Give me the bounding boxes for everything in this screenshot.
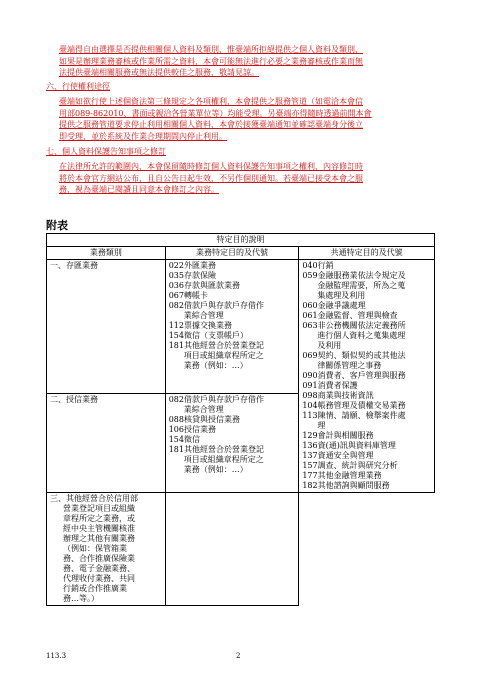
section-6-paragraph [59, 96, 429, 142]
section-7-line: 務，視為臺端已閱讀且同意本會修訂之內容。 [59, 185, 219, 195]
common-purpose-cell [299, 493, 435, 606]
purpose-item: 069契約、類似契約或其他法 [302, 351, 406, 360]
category-line: 三、其他經營合於信用部 [50, 494, 138, 503]
purpose-item: 104帳務管理及債權交易業務 [302, 401, 406, 410]
purpose-item: 067轉帳卡 [168, 291, 208, 300]
purpose-item: 理 [317, 421, 326, 430]
purpose-item: 集處理及利用 [317, 291, 366, 300]
category-line: 一、存匯業務 [50, 261, 98, 270]
purpose-item: 059金融服務業依法令規定及 [302, 271, 406, 280]
purpose-item: 業綜合管理 [183, 311, 224, 320]
purpose-item: 088核貸與授信業務 [168, 415, 240, 425]
purpose-item: 112票據交換業務 [168, 321, 232, 330]
intro-paragraph [59, 44, 429, 79]
specific-purpose-cell [165, 394, 299, 493]
category-cell [47, 260, 166, 394]
header-common-purpose: 共通特定目的及代號 [299, 247, 435, 260]
specific-purpose-cell [165, 260, 299, 394]
purpose-item: 181其他經營合於營業登記 [168, 341, 264, 350]
purpose-item: 金融監理需要，所為之蒐 [317, 281, 406, 290]
specific-purpose-cell [165, 493, 299, 606]
section-7-paragraph [59, 161, 429, 196]
category-line: 經中央主管機關核准 [63, 524, 135, 533]
section-6-heading: 六、行使權利途徑 [46, 82, 110, 91]
purpose-item: 113陳情、請願、檢舉案件處 [302, 411, 406, 420]
purpose-item: 106授信業務 [168, 425, 216, 435]
intro-line: 如果是辦理業務審核或作業所需之資料，本會可能無法進行必要之業務審核或作業而無 [59, 56, 363, 66]
purpose-table [46, 233, 435, 606]
intro-line: 臺端得自由選擇是否提供相關個人資料及類別，惟臺端所拒絕提供之個人資料及類別， [59, 45, 363, 54]
category-cell [47, 394, 166, 493]
section-7-line: 在法律所允許的範圍內，本會保留隨時修訂個人資料保護告知事項之權利，內容修訂時 [59, 162, 363, 171]
purpose-item: 063非公務機關依法定義務所 [302, 321, 406, 330]
purpose-item: 040行銷 [302, 261, 334, 270]
footer-page-number: 2 [236, 652, 241, 660]
table-row [47, 260, 435, 394]
category-line: 章程所定之業務，或 [63, 514, 135, 523]
purpose-item: 業綜合管理 [183, 405, 224, 415]
section-7-line: 將於本會官方網站公布，且自公告日起生效，不另作個別通知。若臺端已接受本會之服 [59, 173, 363, 183]
purpose-item: 業務（例如：…） [183, 465, 248, 475]
footer-version: 113.3 [46, 652, 67, 660]
purpose-item: 082借款戶與存款戶存借作 [168, 301, 264, 310]
purpose-item: 036存款與匯款業務 [168, 281, 240, 290]
purpose-item: 035存款保險 [168, 271, 216, 280]
category-line: 辦理之其他有關業務 [63, 534, 135, 543]
purpose-item: 及利用 [317, 341, 342, 350]
section-6-line: 即受理，並於系統及作業合理期間內停止利用。 [59, 131, 227, 141]
table-title-row [47, 234, 435, 247]
purpose-item: 進行個人資料之蒐集處理 [317, 331, 406, 340]
purpose-item: 129會計與相關服務 [302, 431, 374, 440]
category-line: （例如：保管箱業 [63, 544, 127, 553]
purpose-item: 157調查、統計與研究分析 [302, 461, 398, 470]
header-category: 業務類別 [47, 247, 166, 260]
purpose-item: 182其他諮詢與顧問服務 [302, 481, 390, 490]
section-6-line: 用部089-862010、書面或親洽各營業單位等）均能受理。另臺端亦得隨時透過前開本會 [59, 108, 372, 118]
purpose-item: 136資(通)訊與資料庫管理 [302, 441, 396, 450]
header-specific-purpose: 業務特定目的及代號 [165, 247, 299, 260]
intro-line: 法提供臺端相關服務或無法提供較佳之服務，敬請見諒。 [59, 68, 259, 78]
purpose-item: 090消費者、客戶管理與服務 [302, 371, 406, 380]
purpose-item: 177其他金融管理業務 [302, 471, 382, 480]
purpose-item: 業務（例如：…） [183, 361, 248, 370]
purpose-item: 律關係管理之事務 [317, 361, 382, 370]
purpose-item: 154徵信（支票帳戶） [168, 331, 248, 340]
category-line: 二、授信業務 [50, 395, 98, 405]
purpose-item: 181其他經營合於營業登記 [168, 445, 264, 455]
section-6-line: 提供之服務管道要求停止利用相關個人資料，本會於接獲臺端通知並確認臺端身分後立 [59, 120, 363, 130]
purpose-item: 060金融爭議處理 [302, 301, 366, 310]
purpose-item: 137資通安全與管理 [302, 451, 374, 460]
purpose-item: 項目或組織章程所定之 [183, 455, 264, 465]
purpose-item: 154徵信 [168, 435, 200, 445]
purpose-item: 061金融監督、管理與檢查 [302, 311, 398, 320]
category-line: 務、合作推廣保險業 [63, 554, 135, 563]
purpose-item: 082借款戶與存款戶存借作 [168, 395, 264, 405]
category-line: 務…等。） [63, 594, 99, 603]
purpose-item: 022外匯業務 [168, 261, 216, 270]
purpose-item: 098商業與技術資訊 [302, 391, 374, 400]
common-purpose-cell [299, 260, 435, 493]
section-6-line: 臺端如欲行使上述個資法第三條規定之各項權利，本會提供之服務管道（如電洽本會信 [59, 97, 363, 106]
purpose-item: 091消費者保護 [302, 381, 358, 390]
category-line: 營業登記項目或組織 [63, 504, 135, 513]
category-line: 行銷或合作推廣業 [63, 584, 127, 593]
annex-title: 附表 [46, 219, 68, 232]
table-row [47, 493, 435, 606]
category-cell [47, 493, 166, 606]
category-line: 務、電子金融業務、 [63, 564, 135, 573]
category-line: 代理收付業務、共同 [63, 574, 135, 583]
section-7-heading: 七、個人資料保護告知事項之修訂 [46, 147, 166, 156]
table-header-row [47, 247, 435, 260]
purpose-item: 項目或組織章程所定之 [183, 351, 264, 360]
table-title: 特定目的說明 [47, 234, 435, 247]
